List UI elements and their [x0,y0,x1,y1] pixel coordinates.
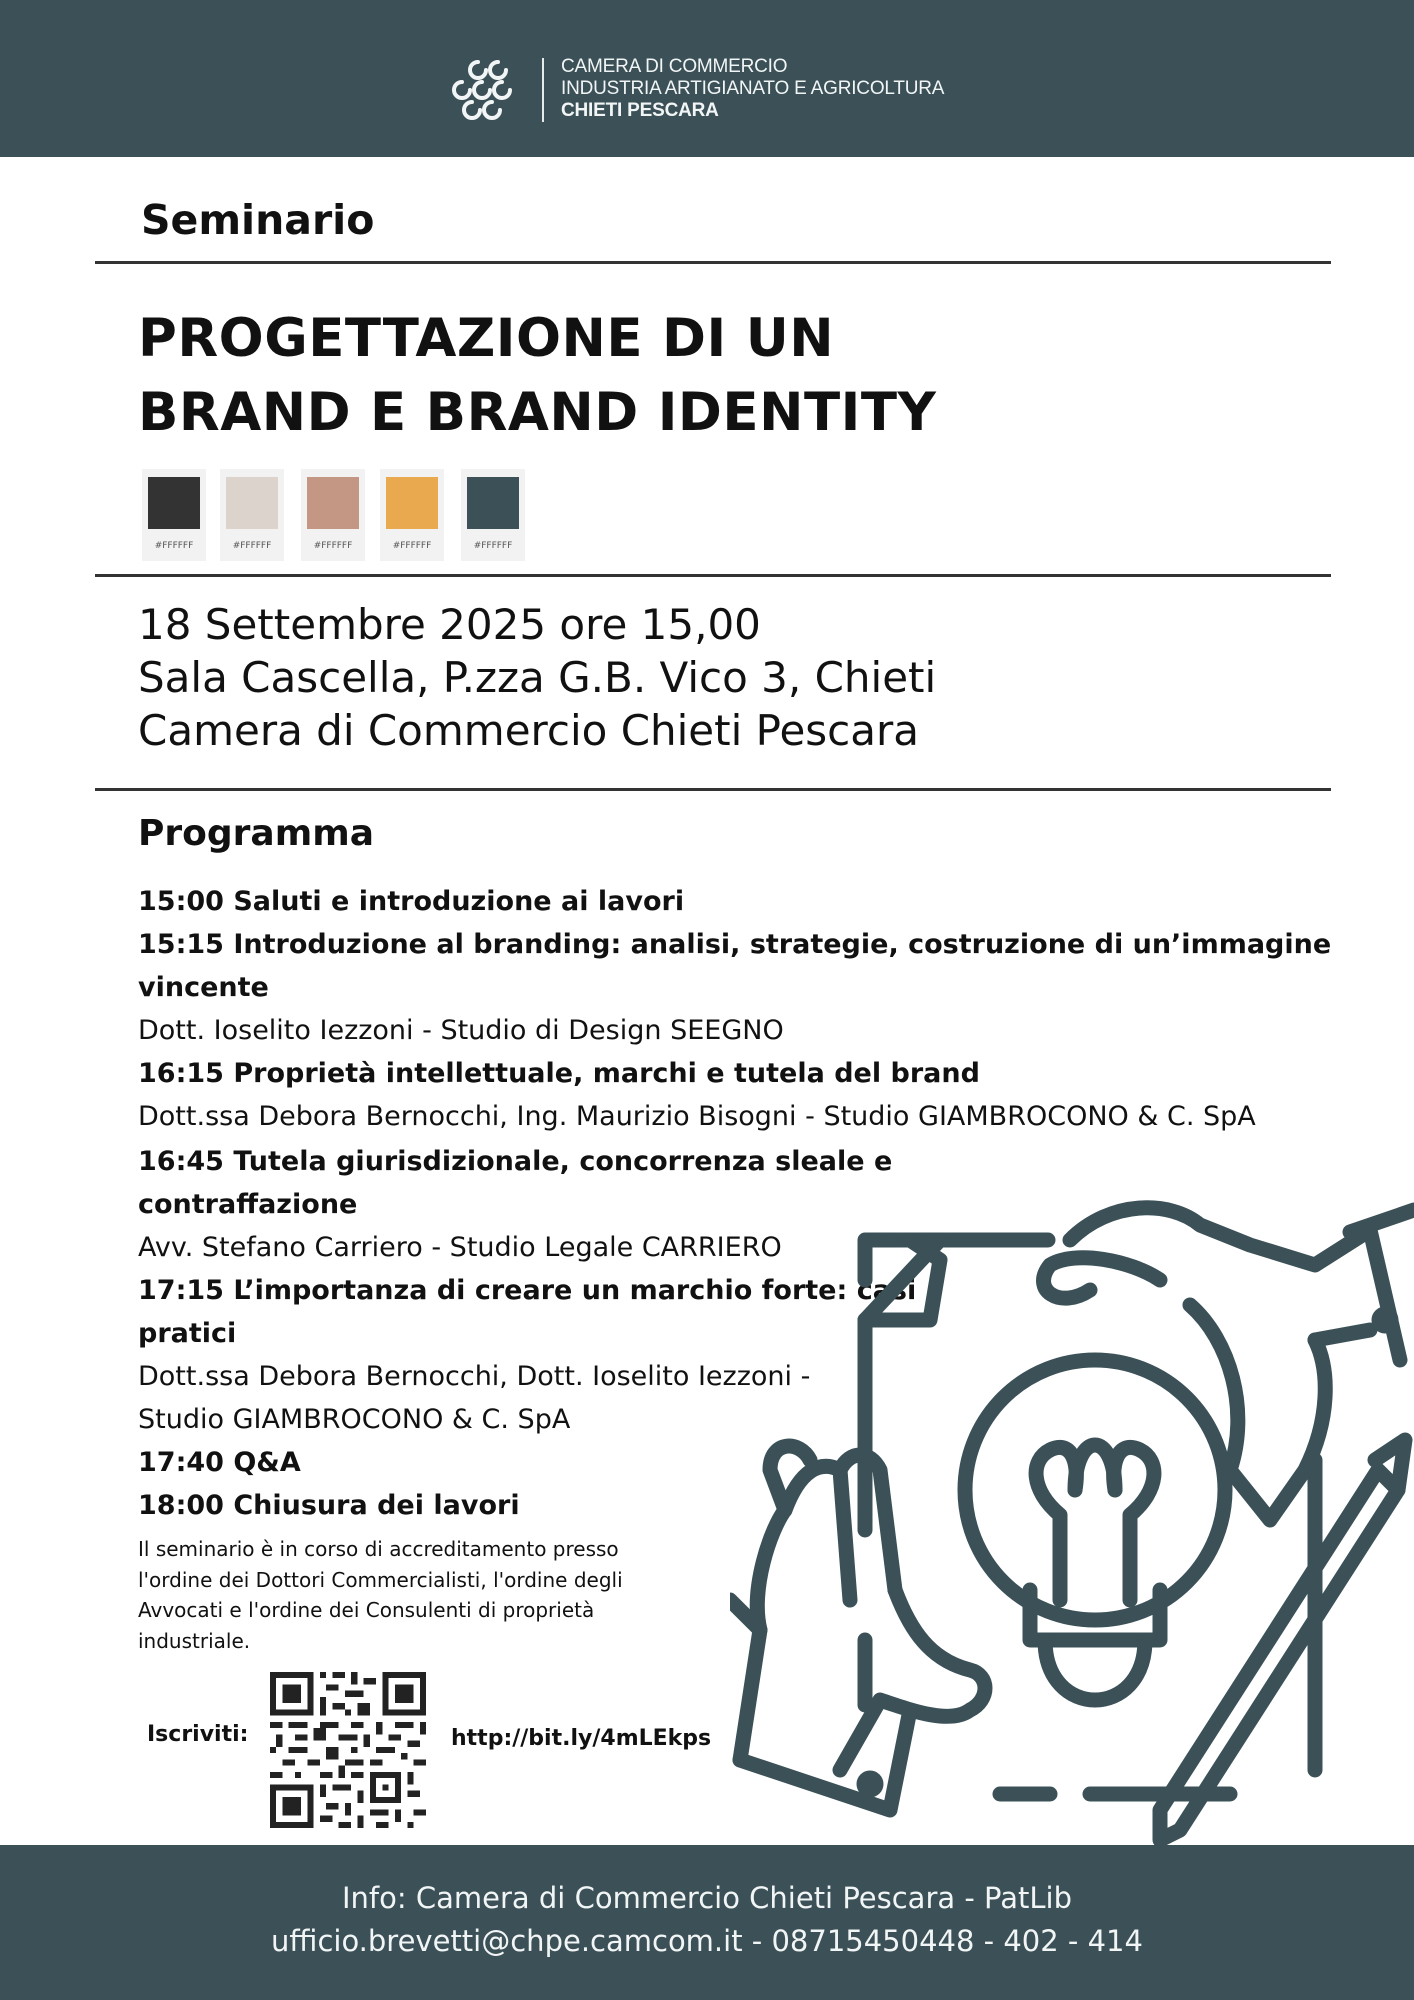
ccc-knot-logo-icon [448,52,522,126]
program-item-title: 15:15 Introduzione al branding: analisi, strategie, costruzione di un’immagine [138,929,1332,960]
swatch-chip [467,477,519,529]
note-line: industriale. [138,1628,251,1653]
swatch-chip [226,477,278,529]
program-item-speaker: Dott.ssa Debora Bernocchi, Dott. Ioselito Iezzoni - [138,1361,811,1392]
register-label: Iscriviti: [147,1722,249,1747]
swatch-code: #FFFFFF [313,541,353,551]
program-title: Programma [138,813,375,854]
title-line-2: BRAND E BRAND IDENTITY [138,382,937,443]
title-line-1: PROGETTAZIONE DI UN [138,308,835,369]
footer-contacts[interactable]: ufficio.brevetti@chpe.camcom.it - 08715450448 - 402 - 414 [271,1924,1143,1958]
footer-banner [0,1845,1414,2000]
program-item-speaker: Dott.ssa Debora Bernocchi, Ing. Maurizio Bisogni - Studio GIAMBROCONO & C. SpA [138,1101,1256,1132]
program-item-speaker: Avv. Stefano Carriero - Studio Legale CARRIERO [138,1232,782,1263]
program-item-title: 16:45 Tutela giurisdizionale, concorrenza sleale e [138,1146,893,1177]
footer-info: Info: Camera di Commercio Chieti Pescara - PatLib [342,1881,1072,1915]
organization-name [561,56,944,122]
program-item-speaker: Studio GIAMBROCONO & C. SpA [138,1404,571,1435]
event-venue: Sala Cascella, P.zza G.B. Vico 3, Chieti [138,653,937,702]
program-item-title: pratici [138,1318,237,1349]
divider-program [95,788,1331,791]
swatch-code: #FFFFFF [232,541,272,551]
swatch-code: #FFFFFF [473,541,513,551]
qr-code-icon[interactable] [270,1672,426,1828]
program-item-title: vincente [138,972,269,1003]
note-line: Il seminario è in corso di accreditamento presso [138,1537,619,1561]
hands-lightbulb-document-pencil-icon [730,1170,1414,1846]
program-item-title: contraffazione [138,1189,358,1220]
note-line: l'ordine dei Dottori Commercialisti, l'ordine degli [138,1567,623,1592]
swatch-code: #FFFFFF [392,541,432,551]
header-banner [0,0,1414,157]
swatch-chip [386,477,438,529]
seminar-title [138,302,936,450]
registration-link[interactable]: http://bit.ly/4mLEkps [451,1726,712,1751]
color-swatch [142,469,206,561]
divider-top [95,261,1331,264]
program-item-title: 16:15 Proprietà intellettuale, marchi e tutela del brand [138,1058,980,1089]
color-swatch [220,469,284,561]
org-line-3: CHIETI PESCARA [561,100,719,121]
logo-divider [542,58,544,122]
swatch-code: #FFFFFF [154,541,194,551]
program-item-title: 17:15 L’importanza di creare un marchio forte: casi [138,1275,917,1306]
event-date: 18 Settembre 2025 ore 15,00 [138,600,761,649]
program-item-title: 17:40 Q&A [138,1447,301,1478]
color-swatch [301,469,365,561]
program-item-speaker: Dott. Ioselito Iezzoni - Studio di Design SEEGNO [138,1015,784,1046]
color-swatch [380,469,444,561]
org-line-2: INDUSTRIA ARTIGIANATO E AGRICOLTURA [561,78,945,99]
org-line-1: CAMERA DI COMMERCIO [561,56,788,77]
note-line: Avvocati e l'ordine dei Consulenti di proprietà [138,1598,595,1622]
event-details [138,598,936,757]
event-host: Camera di Commercio Chieti Pescara [138,706,920,755]
swatch-chip [307,477,359,529]
swatch-chip [148,477,200,529]
color-swatch [461,469,525,561]
program-item-title: 18:00 Chiusura dei lavori [138,1490,520,1521]
accreditation-note [138,1534,623,1656]
divider-middle [95,574,1331,577]
seminar-kicker: Seminario [141,196,375,244]
program-item-title: 15:00 Saluti e introduzione ai lavori [138,886,685,917]
